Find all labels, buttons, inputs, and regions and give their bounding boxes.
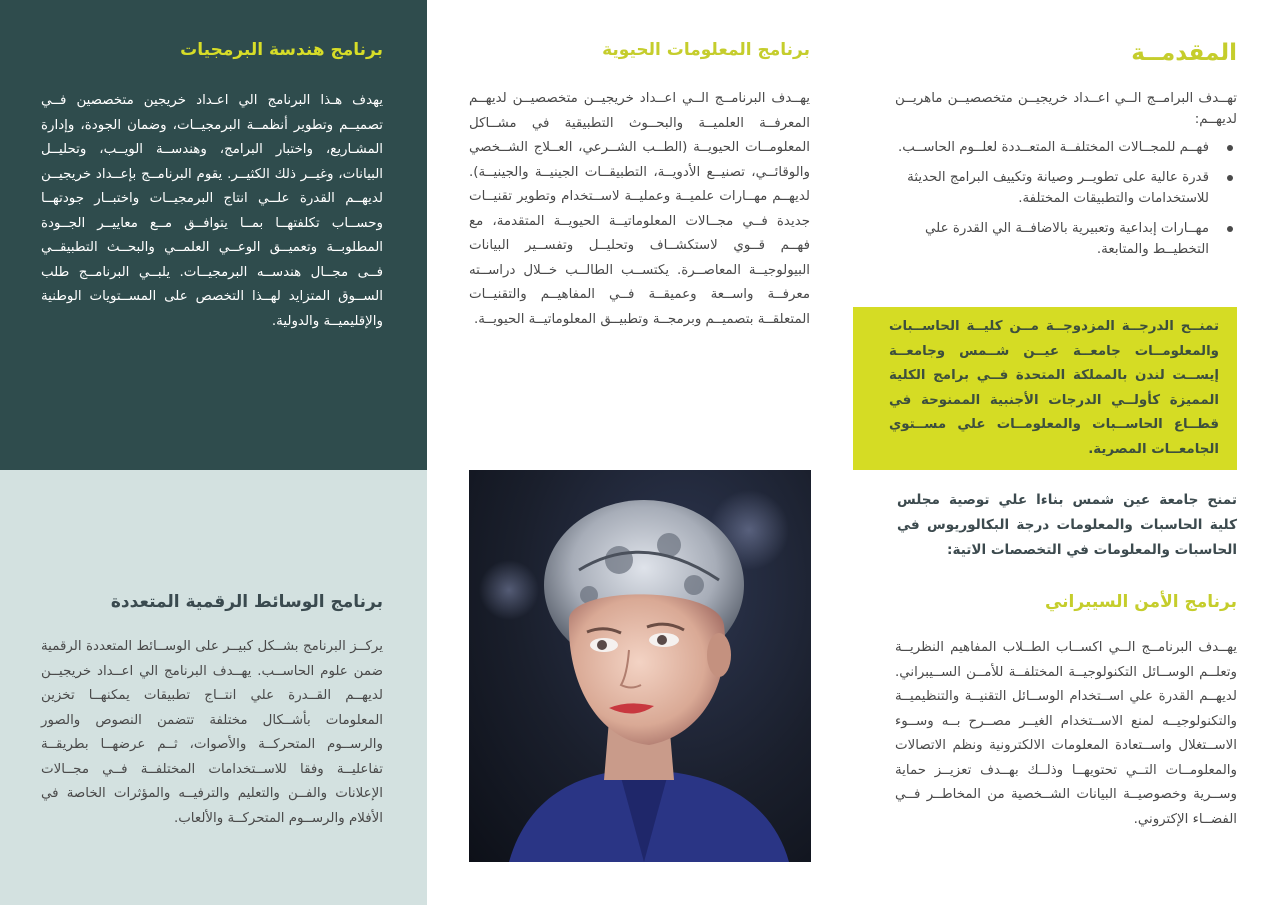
bioinformatics-text: يهــدف البرنامــج الــي اعــداد خريجيــن متخصصيــن لديهــم المعرفــة العلميــة والبحــوث التطبيقية في مشــاكل المعلومــات الحيويــة (الطــب الشــرعي، العــلاج الشــخصي والوقائــي، تصنيــع الأدويــة، التطبيقــات الجينيــة والجينيــة). لديهــم مهــارات علميــة وعمليــة لاســتخدام وتطوير تقنيــات جديدة فــي مجــالات المعلوماتيــة الحيويــة المتقدمة، مع فهــم قــوي لاستكشــاف وتحليــل وتفســير البيانات البيولوجيــة المعاصــرة. يكتســب الطالــب خــلال دراســته معرفــة واســعة وعميقــة فــي المفاهيــم والتقنيــات المتعلقــة بتصميــم وبرمجــة وتطبيــق المعلوماتيــة الحيويــة. <box>469 91 810 327</box>
cybersecurity-title: برنامج الأمن السيبراني <box>1044 592 1237 612</box>
digital-media-text: يركــز البرنامج بشــكل كبيــر على الوســائط المتعددة الرقمية ضمن علوم الحاســب. يهــدف البرنامج الي اعــداد خريجيــن لديهــم القــدرة علي انتــاج تطبيقات يمكنهــا تخزين المعلومات بأشــكال مختلفة تتضمن النصوص والصور والرســوم المتحركــة والأصوات، ثــم عرضهــا بطريقــة تفاعليــة وفقا للاســتخدامات المختلفــة فــي مجــالات الإعلانات والفــن والتعليم والترفيــه والمؤثرات الخاصة في الأفلام والرســوم المتحركــة والألعاب. <box>41 639 383 826</box>
dual-degree-text: تمنــح الدرجــة المزدوجــة مــن كليــة الحاســبات والمعلومــات جامعــة عيــن شــمس وجامعــة إيســت لندن بالمملكة المتحدة فــي برامج الكلية المميزة كأولــي الدرجات الأجنبية الممنوحة في قطــاع الحاســبات والمعلومــات علي مســتوي الجامعــات المصرية. <box>889 319 1219 457</box>
bullet-item: مهــارات إبداعية وتعبيرية بالاضافــة الي القدرة علي التخطيــط والمتابعة. <box>867 218 1209 260</box>
digital-media-title: برنامج الوسائط الرقمية المتعددة <box>110 592 383 612</box>
software-engineering-text: يهدف هـذا البرنامج الي اعـداد خريجين متخصصين فــي تصميــم وتطوير أنظمــة البرمجيــات، وضمان الجودة، وإدارة المشـاريع، واختبار البرامج، وهندســة الويــب، وتحليــل البيانات، وغيــر ذلك الكثيــر. يقوم البرنامــج بإعــداد خريجيــن لديهــم القدرة علــي انتاج البرمجيــات واختبــار جودتهــا وحســاب تكلفتهــا بمــا يتوافــق مــع معاييــر الجــودة المطلوبــة وتعميــق الوعــي العلمــي والبحــث التطبيقــي فــى مجــال هندســه البرمجيــات. يلبــي البرنامــج طلب الســوق المتزايد لهــذا التخصص على المســتويات الوطنية والإقليميــة والدولية. <box>41 93 383 329</box>
bullet-item: فهــم للمجــالات المختلفــة المتعــددة لعلــوم الحاســب. <box>867 137 1209 158</box>
bioinformatics-title: برنامج المعلومات الحيوية <box>602 40 810 60</box>
humanoid-robot-photo <box>469 470 811 862</box>
bullet-item: قدرة عالية على تطويــر وصيانة وتكييف البرامج الحديثة للاستخدامات والتطبيقات المختلفة. <box>867 167 1209 209</box>
introduction-title: المقدمــة <box>1131 40 1237 66</box>
introduction-text: تهــدف البرامــج الــي اعــداد خريجيــن متخصصيــن ماهريــن لديهــم: <box>895 91 1237 127</box>
dual-degree-highlight-box <box>853 307 1237 470</box>
cybersecurity-text: يهــدف البرنامــج الــي اكســاب الطــلاب المفاهيم النظريــة وتعلــم الوســائل التكنولوجيــة المختلفــة للأمــن الســيبراني. لديهــم القدرة علي اســتخدام الوســائل التقنيــة والتنظيميــة والتكنولوجيــه لمنع الاســتخدام الغيــر مصــرح بــه وســوء الاســتغلال واســتعادة المعلومات الالكترونية ونظم الاتصالات والمعلومــات التــي تحتويهــا وذلــك بهــدف تعزيــز حماية وســرية وخصوصيــة البيانات الشــخصية من المخاطــر فــي الفضــاء الإكتروني. <box>895 640 1237 827</box>
introduction-bullet-list <box>867 137 1237 269</box>
degree-grant-text: تمنح جامعة عين شمس بناءا علي توصية مجلس كلية الحاسبات والمعلومات درجة البكالوريوس في الحاسبات والمعلومات في التخصصات الاتية: <box>897 492 1237 558</box>
software-engineering-title: برنامج هندسة البرمجيات <box>180 40 383 60</box>
